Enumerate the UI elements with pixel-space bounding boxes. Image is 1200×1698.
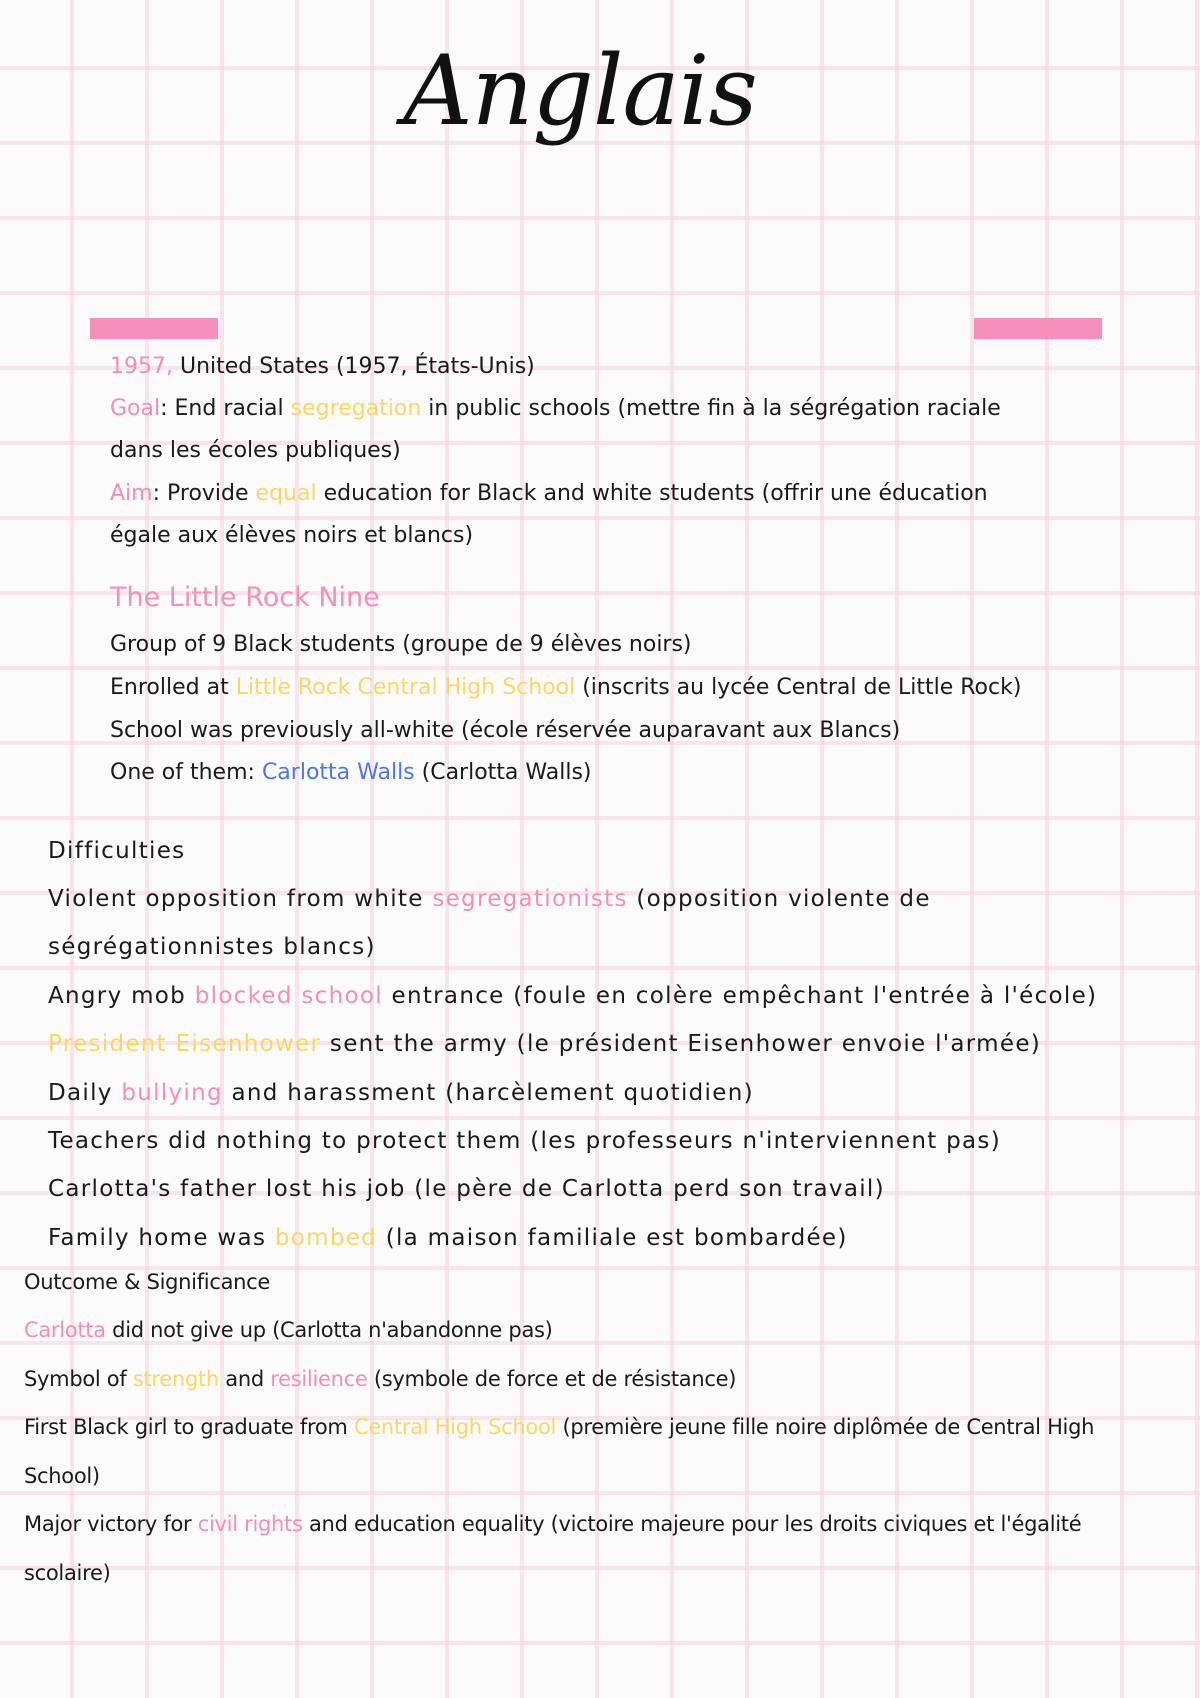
outcome-line xyxy=(24,1367,736,1391)
text: (première jeune fille noire diplômée de Central High xyxy=(556,1415,1095,1439)
text: (symbole de force et de résistance) xyxy=(367,1367,737,1391)
text: (opposition violente de xyxy=(627,886,931,912)
outcome-line: scolaire) xyxy=(24,1561,111,1585)
context-line-goal xyxy=(110,396,1001,421)
section-heading-outcome: Outcome & Significance xyxy=(24,1270,271,1294)
blocked-school-highlight: blocked school xyxy=(194,983,383,1009)
difficulty-line xyxy=(48,1225,848,1251)
text: Daily xyxy=(48,1080,122,1106)
segregationists-highlight: segregationists xyxy=(432,886,628,912)
difficulty-line xyxy=(48,983,1097,1009)
little-rock-line xyxy=(110,760,592,785)
section-heading-difficulties: Difficulties xyxy=(48,838,186,864)
text: did not give up (Carlotta n'abandonne pas) xyxy=(105,1318,553,1342)
context-line-year xyxy=(110,354,535,379)
little-rock-line xyxy=(110,675,1021,700)
segregation-highlight: segregation xyxy=(290,396,422,421)
text: First Black girl to graduate from xyxy=(24,1415,354,1439)
carlotta-highlight: Carlotta xyxy=(24,1318,106,1342)
difficulty-line: Carlotta's father lost his job (le père de Carlotta perd son travail) xyxy=(48,1176,885,1202)
text: Major victory for xyxy=(24,1512,198,1536)
context-text: : End racial xyxy=(160,396,291,421)
carlotta-highlight: Carlotta Walls xyxy=(261,760,415,785)
text: Violent opposition from white xyxy=(48,886,433,912)
context-text: : Provide xyxy=(152,481,256,506)
little-rock-line: Group of 9 Black students (groupe de 9 élèves noirs) xyxy=(110,632,692,657)
outcome-line: School) xyxy=(24,1464,100,1488)
context-text: education for Black and white students (offrir une éducation xyxy=(316,481,988,506)
strength-highlight: strength xyxy=(132,1367,219,1391)
context-line-aim-cont: égale aux élèves noirs et blancs) xyxy=(110,523,474,548)
difficulty-line: ségrégationnistes blancs) xyxy=(48,934,376,960)
section-heading-little-rock: The Little Rock Nine xyxy=(110,582,380,613)
text: and xyxy=(218,1367,271,1391)
text: Symbol of xyxy=(24,1367,133,1391)
context-text: United States (1957, États-Unis) xyxy=(172,354,535,379)
text: entrance (foule en colère empêchant l'entrée à l'école) xyxy=(382,983,1098,1009)
text: Family home was xyxy=(48,1225,275,1251)
difficulty-line: Teachers did nothing to protect them (les professeurs n'interviennent pas) xyxy=(48,1128,1001,1154)
text: sent the army (le président Eisenhower envoie l'armée) xyxy=(321,1031,1042,1057)
text: (inscrits au lycée Central de Little Rock) xyxy=(575,675,1022,700)
school-highlight: Little Rock Central High School xyxy=(235,675,576,700)
text: (Carlotta Walls) xyxy=(414,760,592,785)
text: and harassment (harcèlement quotidien) xyxy=(222,1080,754,1106)
goal-label: Goal xyxy=(110,396,161,421)
context-line-aim xyxy=(110,481,988,506)
outcome-line xyxy=(24,1318,553,1342)
outcome-line xyxy=(24,1512,1081,1536)
outcome-line xyxy=(24,1415,1094,1439)
little-rock-line: School was previously all-white (école réservée auparavant aux Blancs) xyxy=(110,718,901,743)
difficulty-line xyxy=(48,1031,1041,1057)
equal-highlight: equal xyxy=(255,481,317,506)
difficulty-line xyxy=(48,1080,754,1106)
central-high-highlight: Central High School xyxy=(353,1415,557,1439)
text: Enrolled at xyxy=(110,675,236,700)
civil-rights-highlight: civil rights xyxy=(197,1512,303,1536)
bullying-highlight: bullying xyxy=(121,1080,223,1106)
aim-label: Aim xyxy=(110,481,153,506)
tab-marker-left xyxy=(90,318,218,339)
resilience-highlight: resilience xyxy=(270,1367,368,1391)
text: One of them: xyxy=(110,760,262,785)
difficulty-line xyxy=(48,886,931,912)
tab-marker-right xyxy=(974,318,1102,339)
context-line-goal-cont: dans les écoles publiques) xyxy=(110,438,401,463)
text: (la maison familiale est bombardée) xyxy=(377,1225,848,1251)
year-highlight: 1957, xyxy=(110,354,173,379)
page-title: Anglais xyxy=(403,35,757,147)
context-text: in public schools (mettre fin à la ségrégation raciale xyxy=(421,396,1001,421)
bombed-highlight: bombed xyxy=(274,1225,378,1251)
text: Angry mob xyxy=(48,983,195,1009)
eisenhower-highlight: President Eisenhower xyxy=(48,1031,322,1057)
text: and education equality (victoire majeure pour les droits civiques et l'égalité xyxy=(302,1512,1082,1536)
